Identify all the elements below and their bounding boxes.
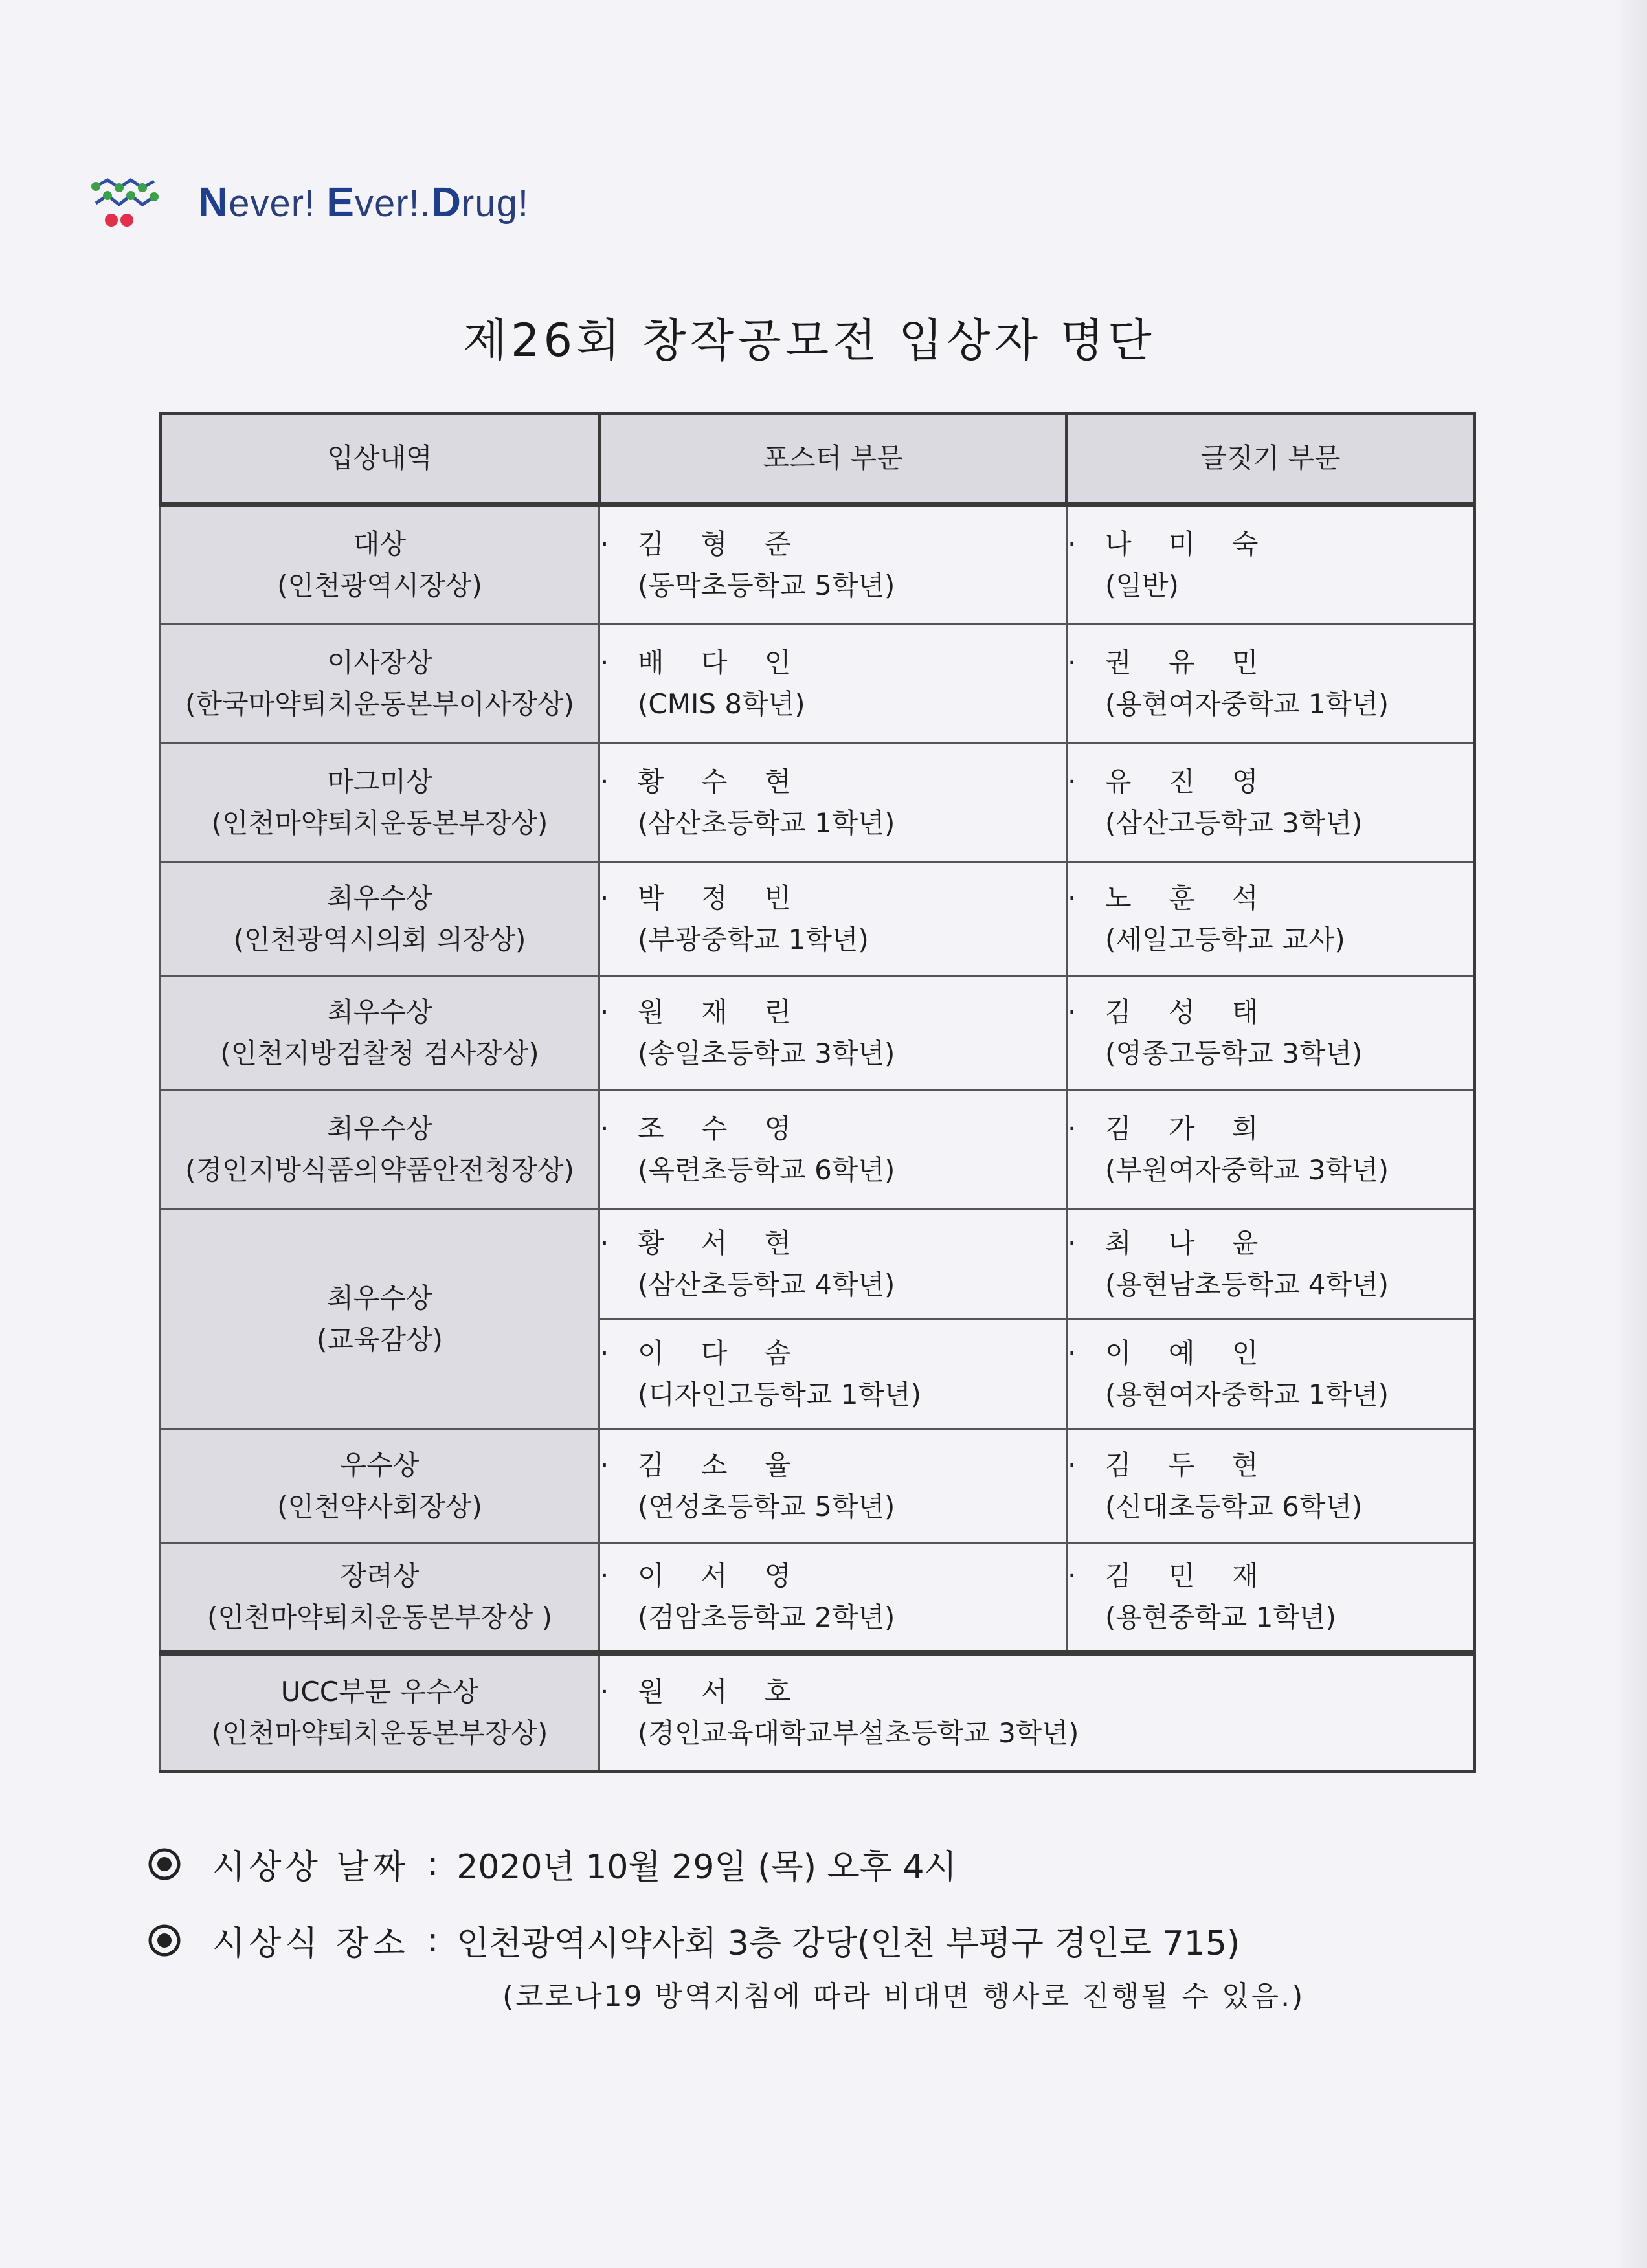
winner-affiliation: (용현중학교 1학년) (1105, 1601, 1336, 1633)
winner-affiliation: (디자인고등학교 1학년) (638, 1378, 921, 1410)
winner-name: 원 서 호 (638, 1676, 805, 1707)
date-label: 시상상 날짜 (212, 1848, 409, 1887)
bullet-mark: · (600, 995, 609, 1028)
bullseye-icon (148, 1924, 181, 1957)
ucc-row (161, 1653, 1475, 1772)
bullet-mark: · (1068, 1560, 1077, 1592)
award-cell (161, 624, 599, 743)
covid-note: (코로나19 방역지침에 따라 비대면 행사로 진행될 수 있음.) (502, 1980, 1305, 2013)
entry-cell (599, 743, 1067, 862)
winner-affiliation: (일반) (1105, 570, 1179, 601)
place-value: 인천광역시약사회 3층 강당(인천 부평구 경인로 715) (456, 1924, 1240, 1963)
logo-text (198, 178, 529, 226)
page-edge (1621, 0, 1647, 2268)
award-title: 장려상 (340, 1560, 420, 1592)
award-place (148, 1916, 1240, 1964)
award-cell (161, 976, 599, 1090)
winner-name: 조 수 영 (638, 1112, 805, 1144)
bullet-mark: · (1068, 995, 1077, 1028)
winner-name: 노 훈 석 (1105, 882, 1273, 914)
winner-affiliation: (CMIS 8학년) (638, 687, 805, 720)
bullet-mark: · (600, 1112, 609, 1144)
entry-cell (1067, 743, 1475, 862)
winner-affiliation: (삼산초등학교 1학년) (638, 806, 895, 839)
winner-affiliation: (용현여자중학교 1학년) (1105, 1378, 1389, 1410)
place-label: 시상식 장소 (212, 1924, 409, 1963)
bullet-mark: · (600, 1337, 609, 1369)
page-title: 제26회 창작공모전 입상자 명단 (463, 314, 1156, 367)
logo-word: ever! (229, 183, 327, 225)
entry-cell (599, 862, 1067, 976)
award-cell (161, 1543, 599, 1653)
award-title: 대상 (353, 528, 407, 560)
bullet-mark: · (600, 528, 609, 560)
award-cell (161, 1429, 599, 1543)
header-writing: 글짓기 부문 (1067, 414, 1475, 505)
winner-name: 김 가 희 (1105, 1112, 1273, 1144)
award-cell (161, 862, 599, 976)
winner-name: 배 다 인 (638, 646, 805, 678)
winner-affiliation: (연성초등학교 5학년) (638, 1490, 895, 1522)
award-cell (161, 1090, 599, 1209)
award-sponsor: (인천지방검찰청 검사장상) (220, 1037, 539, 1069)
winner-affiliation: (검암초등학교 2학년) (638, 1601, 895, 1633)
award-title: UCC부문 우수상 (280, 1676, 479, 1707)
place-separator: : (427, 1920, 439, 1960)
entry-cell (1067, 1090, 1475, 1209)
winner-name: 김 소 율 (638, 1449, 805, 1481)
awards-table (159, 412, 1476, 1773)
award-title: 마그미상 (327, 765, 432, 797)
date-value: 2020년 10월 29일 (목) 오후 4시 (456, 1848, 957, 1887)
bullet-mark: · (600, 765, 609, 797)
award-title: 최우수상 (327, 1112, 432, 1144)
entry-cell (599, 976, 1067, 1090)
winner-name: 황 수 현 (638, 765, 805, 797)
award-sponsor: (인천광역시의회 의장상) (233, 923, 526, 955)
header-poster: 포스터 부문 (599, 414, 1067, 505)
entry-cell (1067, 624, 1475, 743)
winner-name: 나 미 숙 (1105, 528, 1273, 560)
award-cell (161, 743, 599, 862)
winner-affiliation: (용현여자중학교 1학년) (1105, 687, 1389, 720)
table-row (161, 976, 1475, 1090)
entry-cell (1067, 1429, 1475, 1543)
award-cell (161, 1209, 599, 1429)
entry-cell (1067, 1319, 1475, 1429)
winner-affiliation: (부원여자중학교 3학년) (1105, 1153, 1389, 1186)
logo-letter: D (431, 179, 462, 225)
award-sponsor: (경인지방식품의약품안전청장상) (185, 1153, 574, 1186)
winner-affiliation: (삼산초등학교 4학년) (638, 1268, 895, 1300)
bullet-mark: · (1068, 646, 1077, 678)
logo-word: rug! (462, 183, 529, 225)
award-sponsor: (한국마약퇴치운동본부이사장상) (185, 687, 574, 720)
table-row (161, 1090, 1475, 1209)
entry-cell (599, 505, 1067, 624)
table-row (161, 1209, 1475, 1319)
table-row (161, 624, 1475, 743)
logo-letter: E (326, 179, 355, 225)
award-sponsor: (인천마약퇴치운동본부장상) (211, 1717, 548, 1749)
bullet-mark: · (1068, 765, 1077, 797)
award-date (148, 1840, 957, 1888)
award-title: 최우수상 (327, 882, 432, 914)
entry-cell (599, 1543, 1067, 1653)
table-row (161, 505, 1475, 624)
entry-cell (1067, 1209, 1475, 1319)
table-row (161, 743, 1475, 862)
winner-affiliation: (삼산고등학교 3학년) (1105, 806, 1363, 839)
winner-affiliation: (신대초등학교 6학년) (1105, 1490, 1363, 1522)
entry-cell (1067, 1543, 1475, 1653)
bullet-mark: · (600, 646, 609, 678)
winner-name: 권 유 민 (1105, 646, 1273, 678)
winner-name: 황 서 현 (638, 1227, 805, 1259)
award-title: 최우수상 (327, 1282, 432, 1314)
winner-affiliation: (송일초등학교 3학년) (638, 1037, 895, 1069)
entry-cell (599, 1319, 1067, 1429)
bullet-mark: · (1068, 528, 1077, 560)
award-title: 이사장상 (327, 646, 432, 678)
winner-name: 이 서 영 (638, 1560, 805, 1592)
bullet-mark: · (1068, 1449, 1077, 1481)
entry-cell (599, 1209, 1067, 1319)
entry-cell (1067, 862, 1475, 976)
molecule-logo-icon (89, 173, 162, 230)
winner-name: 김 성 태 (1105, 995, 1273, 1028)
table-row (161, 1543, 1475, 1653)
logo (89, 173, 529, 230)
date-separator: : (427, 1844, 439, 1884)
entry-cell (599, 1653, 1475, 1772)
winner-name: 이 예 인 (1105, 1337, 1273, 1369)
entry-cell (599, 1090, 1067, 1209)
winner-affiliation: (부광중학교 1학년) (638, 923, 869, 955)
header-row (161, 414, 1475, 505)
logo-letter: N (198, 179, 229, 225)
bullet-mark: · (1068, 1112, 1077, 1144)
award-sponsor: (인천마약퇴치운동본부장상) (211, 806, 548, 839)
winner-name: 박 정 빈 (638, 882, 805, 914)
winner-affiliation: (영종고등학교 3학년) (1105, 1037, 1363, 1069)
bullet-mark: · (600, 882, 609, 914)
award-title: 최우수상 (327, 995, 432, 1028)
bullet-mark: · (1068, 1337, 1077, 1369)
winner-name: 김 형 준 (638, 528, 805, 560)
award-sponsor: (인천마약퇴치운동본부장상 ) (207, 1601, 552, 1633)
table-row (161, 1429, 1475, 1543)
bullet-mark: · (600, 1227, 609, 1259)
award-title: 우수상 (340, 1449, 420, 1481)
winner-name: 최 나 윤 (1105, 1227, 1273, 1259)
winner-name: 김 민 재 (1105, 1560, 1273, 1592)
winner-affiliation: (옥련초등학교 6학년) (638, 1153, 895, 1186)
bullet-mark: · (600, 1449, 609, 1481)
winner-affiliation: (경인교육대학교부설초등학교 3학년) (638, 1717, 1079, 1749)
entry-cell (599, 1429, 1067, 1543)
table-row (161, 862, 1475, 976)
logo-word: ver!. (354, 183, 431, 225)
winner-affiliation: (용현남초등학교 4학년) (1105, 1268, 1389, 1300)
award-sponsor: (인천광역시장상) (277, 570, 482, 601)
award-sponsor: (인천약사회장상) (277, 1490, 482, 1522)
winner-name: 이 다 솜 (638, 1337, 805, 1369)
bullet-mark: · (600, 1676, 609, 1707)
header-award: 입상내역 (161, 414, 599, 505)
award-cell (161, 1653, 599, 1772)
bullseye-icon (148, 1847, 181, 1881)
entry-cell (1067, 976, 1475, 1090)
award-sponsor: (교육감상) (316, 1323, 443, 1355)
winner-name: 유 진 영 (1105, 765, 1273, 797)
winner-name: 김 두 현 (1105, 1449, 1273, 1481)
bullet-mark: · (1068, 882, 1077, 914)
bullet-mark: · (1068, 1227, 1077, 1259)
winner-affiliation: (세일고등학교 교사) (1105, 923, 1345, 955)
award-cell (161, 505, 599, 624)
winner-name: 원 재 린 (638, 995, 805, 1028)
winner-affiliation: (동막초등학교 5학년) (638, 570, 895, 601)
entry-cell (1067, 505, 1475, 624)
bullet-mark: · (600, 1560, 609, 1592)
entry-cell (599, 624, 1067, 743)
